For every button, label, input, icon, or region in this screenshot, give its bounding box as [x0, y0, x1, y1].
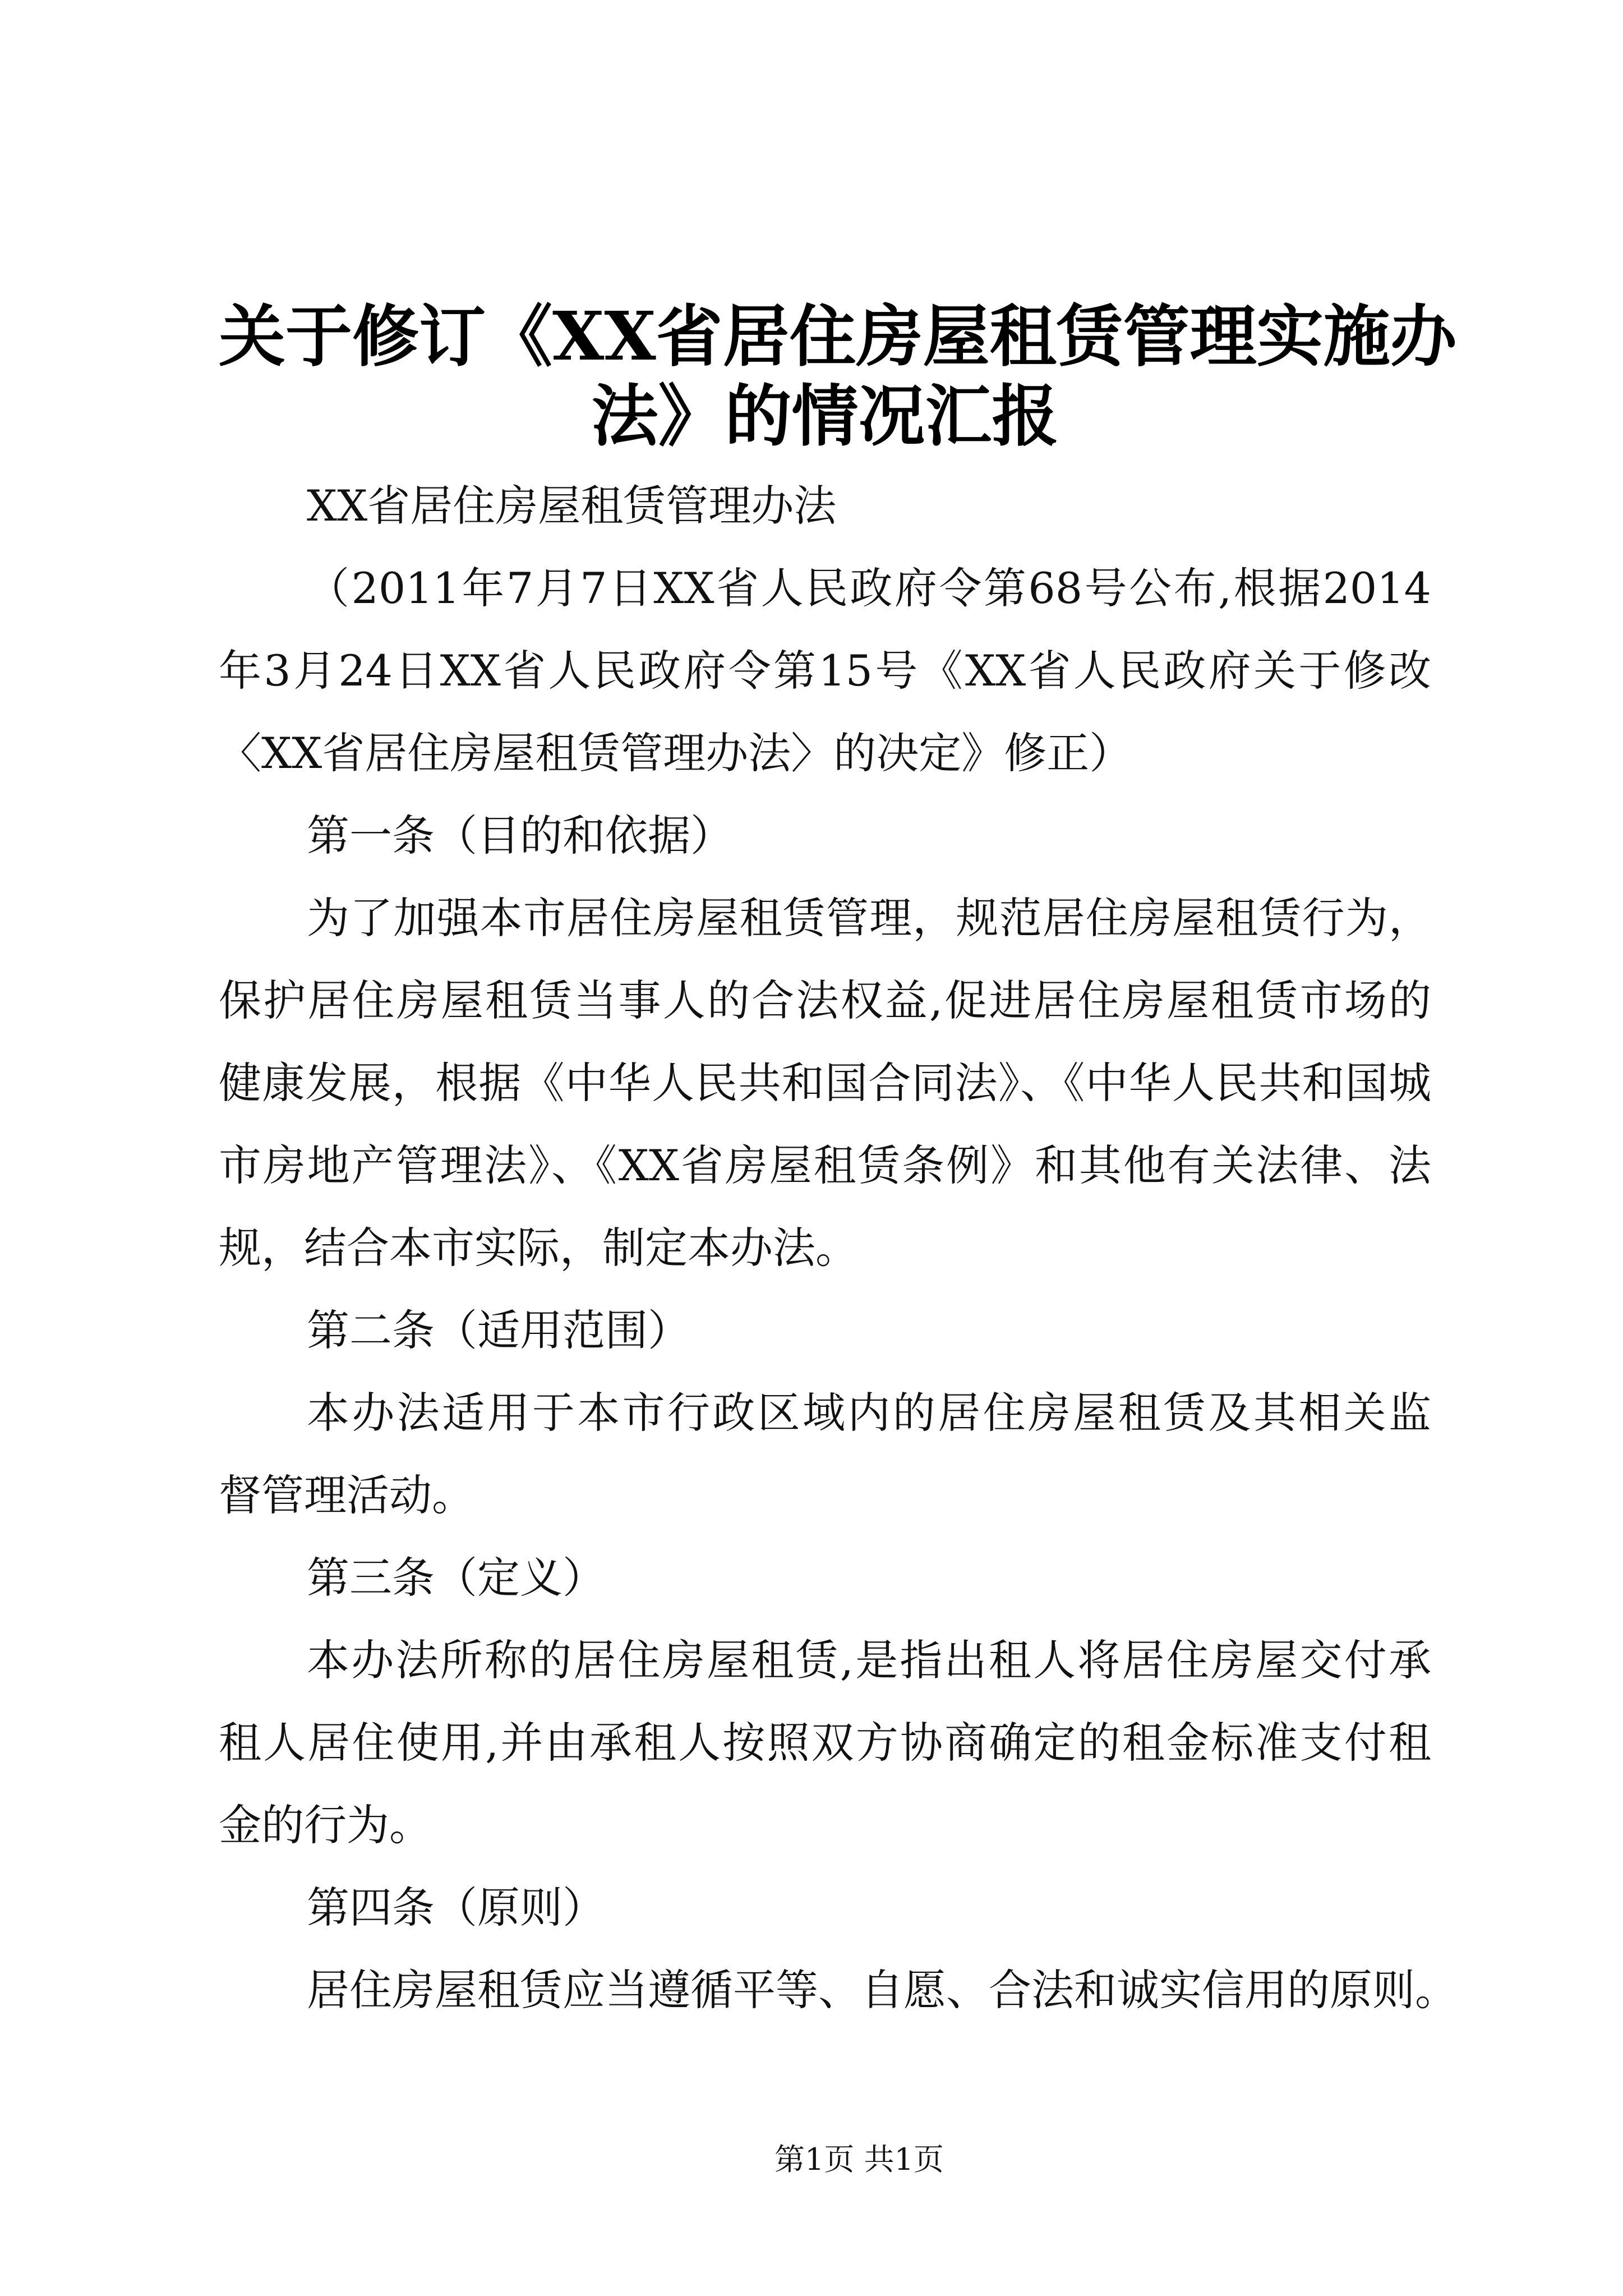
article-line: 为了加强本市居住房屋租赁管理，规范居住房屋租赁行为， [307, 893, 1431, 943]
article-line: 金的行为。 [219, 1800, 432, 1850]
regulation-subtitle: XX省居住房屋租赁管理办法 [307, 481, 837, 531]
article-line: 居住房屋租赁应当遵循平等、自愿、合法和诚实信用的原则。 [307, 1965, 1458, 2015]
article-4 [219, 1866, 1458, 2031]
article-heading: 第一条（目的和依据） [307, 811, 733, 861]
article-line: 保护居住房屋租赁当事人的合法权益,促进居住房屋租赁市场的 [219, 976, 1431, 1025]
note-line: （2011年7月7日XX省人民政府令第68号公布,根据2014 [307, 563, 1431, 613]
article-2 [219, 1289, 1431, 1536]
page-footer: 第1页 共1页 [774, 2142, 944, 2177]
article-line: 健康发展，根据《中华人民共和国合同法》、《中华人民共和国城 [219, 1058, 1431, 1108]
note-line: 〈XX省居住房屋租赁管理办法〉的决定》修正） [219, 728, 1132, 778]
title-line: 关于修订《XX省居住房屋租赁管理实施办 [219, 297, 1457, 376]
article-line: 本办法所称的居住房屋租赁,是指出租人将居住房屋交付承 [307, 1635, 1431, 1685]
article-heading: 第三条（定义） [307, 1553, 605, 1603]
note-line: 年3月24日XX省人民政府令第15号《XX省人民政府关于修改 [219, 646, 1431, 696]
promulgation-note [219, 547, 1431, 794]
article-line: 本办法适用于本市行政区域内的居住房屋租赁及其相关监 [307, 1388, 1431, 1438]
article-1 [219, 794, 1431, 1289]
document-title [219, 297, 1457, 456]
article-line: 规，结合本市实际，制定本办法。 [219, 1223, 858, 1273]
article-heading: 第四条（原则） [307, 1883, 605, 1932]
document-body [219, 464, 1458, 2031]
article-line: 督管理活动。 [219, 1470, 474, 1520]
article-heading: 第二条（适用范围） [307, 1305, 690, 1355]
article-line: 租人居住使用,并由承租人按照双方协商确定的租金标准支付租 [219, 1718, 1431, 1768]
title-line: 法》的情况汇报 [591, 377, 1059, 455]
article-3 [219, 1536, 1431, 1866]
article-line: 市房地产管理法》、《XX省房屋租赁条例》和其他有关法律、法 [219, 1140, 1431, 1190]
